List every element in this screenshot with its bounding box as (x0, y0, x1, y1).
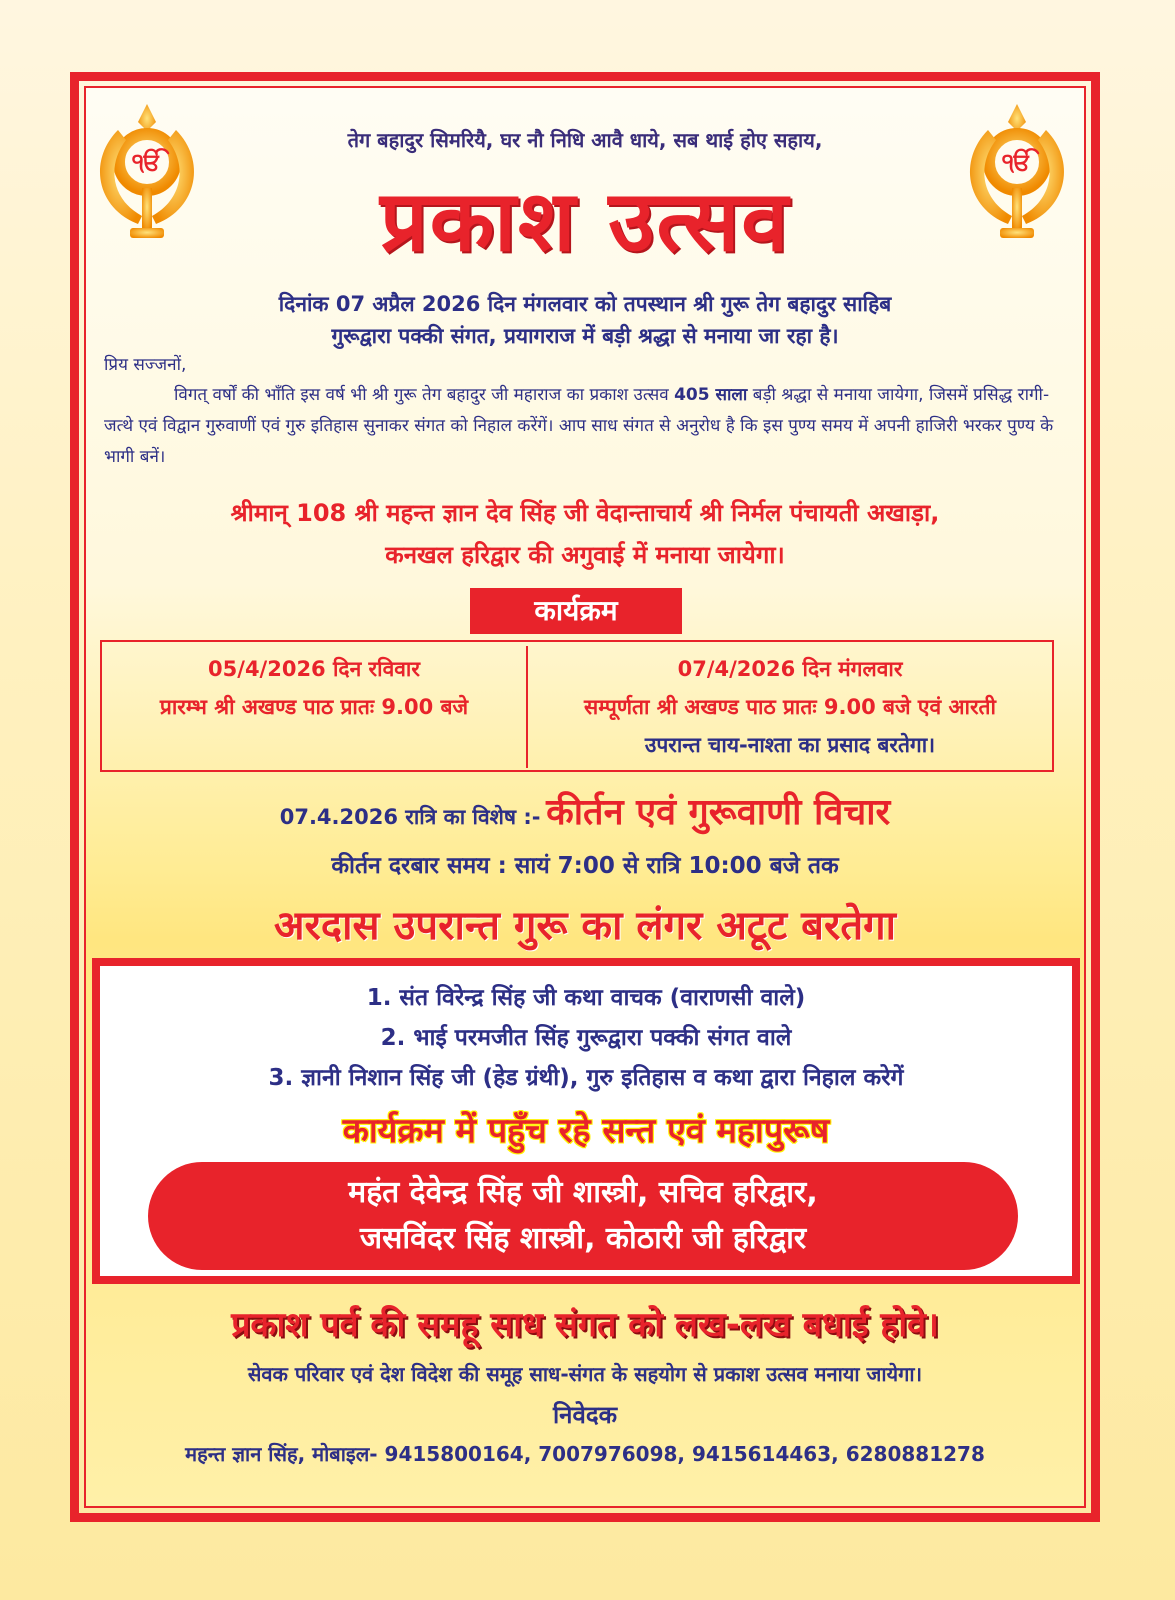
mahapurush-name-1: महंत देवेन्द्र सिंह जी शास्त्री, सचिव हरिद्वार, (348, 1175, 818, 1210)
special-highlight: कीर्तन एवं गुरूवाणी विचार (546, 792, 891, 833)
schedule-left-date: 05/4/2026 दिन रविवार (208, 657, 420, 681)
schedule-right-date: 07/4/2026 दिन मंगलवार (677, 657, 903, 681)
emblem-text-left: ੴ (132, 148, 162, 176)
nivedak-label: निवेदक (552, 1401, 618, 1429)
page-title: प्रकाश उत्सव (380, 172, 790, 270)
letter-para-bold: 405 साला (674, 385, 748, 405)
special-event-line (84, 786, 1086, 835)
contact-line: महन्त ज्ञान सिंह, मोबाइल- 9415800164, 7007976098, 9415614463, 6280881278 (185, 1442, 985, 1466)
program-heading: कार्यक्रम (470, 588, 682, 634)
kirtan-time: कीर्तन दरबार समय : सायं 7:00 से रात्रि 10:00 बजे तक (331, 853, 839, 879)
leadership-line-2: कनखल हरिद्वार की अगुवाई में मनाया जायेगा। (385, 541, 785, 569)
mahapurush-name-2: जसविंदर सिंह शास्त्री, कोठारी जी हरिद्वार (359, 1221, 807, 1256)
letter-para-start: विगत् वर्षों की भाँति इस वर्ष भी श्री गुरू तेग बहादुर जी महाराज का प्रकाश उत्सव (174, 385, 675, 405)
special-prefix: 07.4.2026 रात्रि का विशेष :- (279, 805, 541, 829)
schedule-left-column (102, 650, 526, 726)
schedule-right-note: उपरान्त चाय-नाश्ता का प्रसाद बरतेगा। (644, 733, 936, 757)
mahapurush-names-pill (148, 1162, 1018, 1270)
letter-para-end: बड़ी श्रद्धा से मनाया जायेगा, जिसमें प्रसिद्ध रागी-जत्थे एवं विद्वान गुरुवाणीं एवं गुरु इतिहास सुनाकर संगत को निहाल करेंगें। आप साध संगत से अनुरोध है कि इस पुण्य समय में अपनी हाजिरी भरकर पुण्य के भागी बनें। (104, 385, 1054, 467)
langar-line: अरदास उपरान्त गुरू का लंगर अटूट बरतेगा (273, 903, 897, 949)
speaker-item: 1. संत विरेन्द्र सिंह जी कथा वाचक (वाराणसी वाले) (366, 985, 806, 1011)
schedule-table (100, 640, 1054, 772)
speaker-item: 2. भाई परमजीत सिंह गुरूद्वारा पक्की संगत वाले (380, 1025, 792, 1051)
schedule-left-event: प्रारम्भ श्री अखण्ड पाठ प्रातः 9.00 बजे (159, 695, 469, 719)
sevak-line: सेवक परिवार एवं देश विदेश की समूह साध-संगत के सहयोग से प्रकाश उत्सव मनाया जायेगा। (247, 1362, 923, 1386)
schedule-right-column (528, 650, 1052, 764)
date-line-2: गुरूद्वारा पक्की संगत, प्रयागराज में बड़ी श्रद्धा से मनाया जा रहा है। (331, 324, 839, 348)
couplet-line: तेग बहादुर सिमरियै, घर नौ निधि आवै धाये, सब थाई होए सहाय, (347, 128, 823, 152)
speaker-item: 3. ज्ञानी निशान सिंह जी (हेड ग्रंथी), गुरु इतिहास व कथा द्वारा निहाल करेगें (268, 1065, 904, 1091)
letter-salutation: प्रिय सज्जनों, (104, 355, 187, 375)
date-line-1: दिनांक 07 अप्रैल 2026 दिन मंगलवार को तपस्थान श्री गुरू तेग बहादुर साहिब (278, 292, 892, 316)
leadership-line-1: श्रीमान् 108 श्री महन्त ज्ञान देव सिंह जी वेदान्ताचार्य श्री निर्मल पंचायती अखाड़ा, (230, 499, 940, 527)
mahapurush-heading: कार्यक्रम में पहुँच रहे सन्त एवं महापुरूष (342, 1111, 830, 1151)
badhai-line: प्रकाश पर्व की समहू साध संगत को लख-लख बधाई होवे। (231, 1305, 939, 1345)
schedule-right-event: सम्पूर्णता श्री अखण्ड पाठ प्रातः 9.00 बजे एवं आरती (584, 695, 996, 719)
emblem-text-right: ੴ (1002, 148, 1032, 176)
letter-paragraph (104, 380, 1064, 473)
